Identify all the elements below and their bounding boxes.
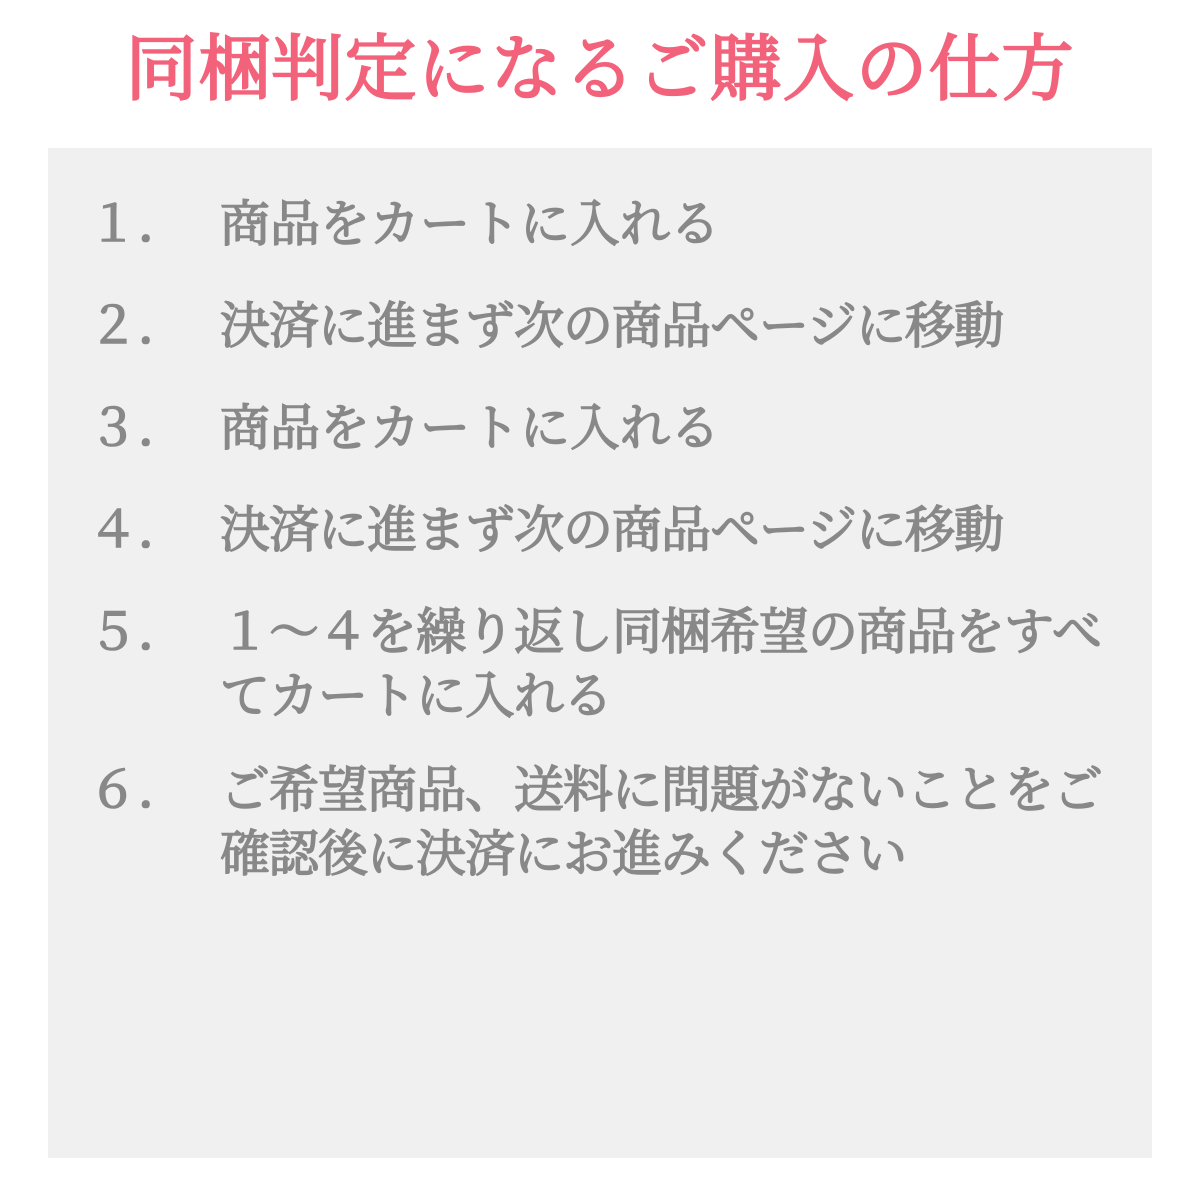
step-number: ３． bbox=[88, 399, 188, 457]
list-item bbox=[88, 498, 1112, 562]
list-item bbox=[88, 192, 1112, 256]
list-item bbox=[88, 600, 1112, 728]
step-text: 商品をカートに入れる bbox=[220, 195, 720, 253]
page-title: 同梱判定になるご購入の仕方 bbox=[125, 27, 1075, 111]
step-number: １． bbox=[88, 195, 188, 253]
step-number: ６． bbox=[88, 761, 188, 819]
step-number: ５． bbox=[88, 603, 188, 661]
step-text: ご希望商品、送料に問題がないことをご確認後に決済にお進みください bbox=[220, 761, 1102, 883]
list-item bbox=[88, 294, 1112, 358]
step-number: ４． bbox=[88, 501, 188, 559]
step-text: １〜４を繰り返し同梱希望の商品をすべてカートに入れる bbox=[220, 603, 1101, 725]
list-item bbox=[88, 396, 1112, 460]
step-text: 決済に進まず次の商品ページに移動 bbox=[220, 297, 1003, 355]
step-text: 決済に進まず次の商品ページに移動 bbox=[220, 501, 1003, 559]
steps-list bbox=[88, 192, 1112, 916]
steps-panel bbox=[48, 148, 1152, 1158]
step-text: 商品をカートに入れる bbox=[220, 399, 720, 457]
step-number: ２． bbox=[88, 297, 188, 355]
list-item bbox=[88, 758, 1112, 886]
